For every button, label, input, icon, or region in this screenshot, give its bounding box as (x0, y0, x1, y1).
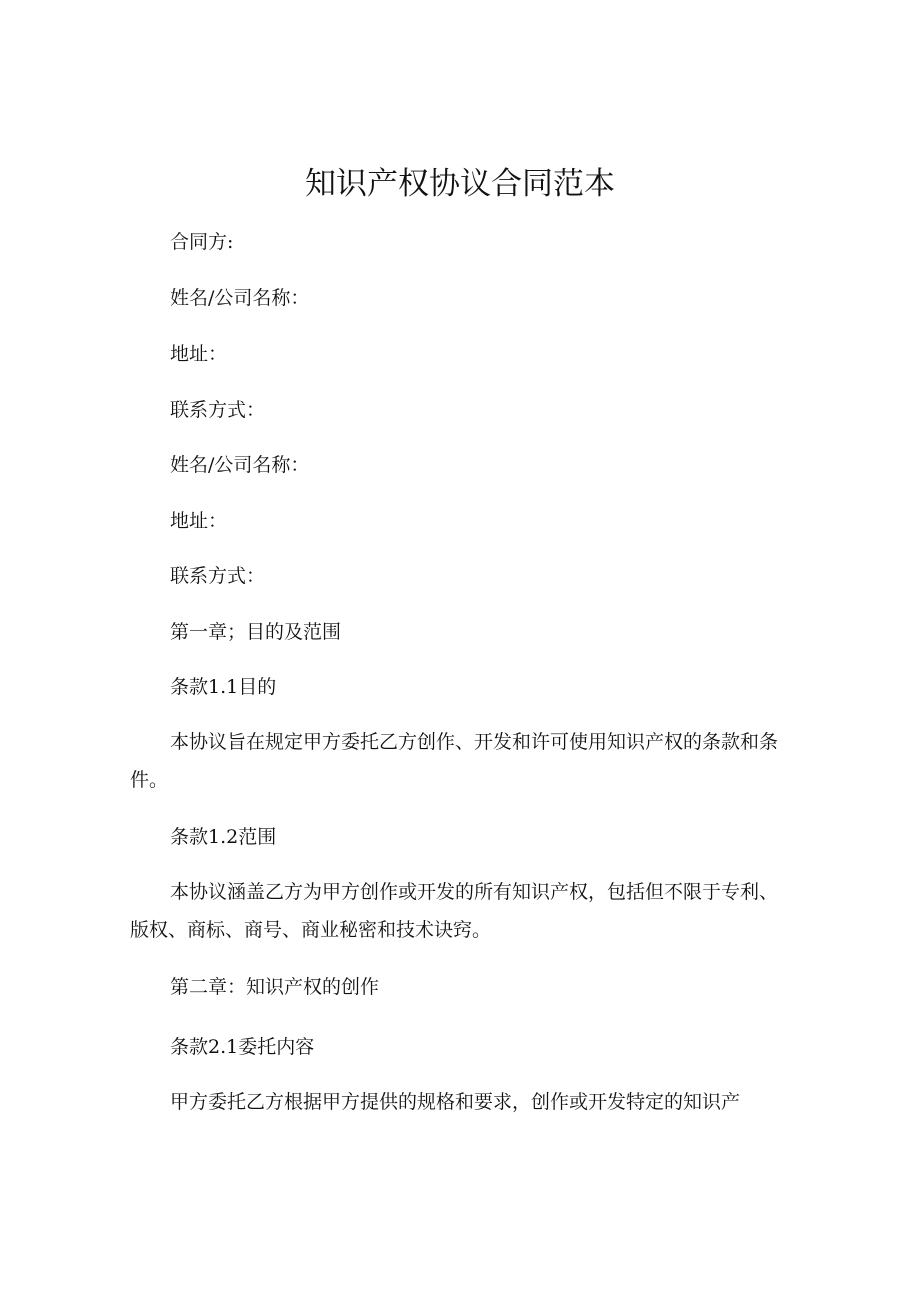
party-a-contact-field: 联系方式： (170, 399, 266, 421)
party-heading: 合同方: (170, 231, 234, 253)
chapter-1-heading: 第一章；目的及范围 (170, 621, 342, 643)
clause-2-1-heading: 条款2.1委托内容 (170, 1036, 315, 1058)
party-a-name-field: 姓名/公司名称： (170, 287, 310, 309)
clause-1-2-heading: 条款1.2范围 (170, 826, 277, 848)
party-a-address-field: 地址： (170, 343, 228, 365)
clause-1-1-paragraph: 本协议旨在规定甲方委托乙方创作、开发和许可使用知识产权的条款和条件。 (130, 731, 779, 791)
chapter-2-heading: 第二章：知识产权的创作 (170, 976, 380, 998)
clause-1-1-heading: 条款1.1目的 (170, 676, 277, 698)
party-b-address-field: 地址： (170, 510, 228, 532)
clause-1-2-paragraph: 本协议涵盖乙方为甲方创作或开发的所有知识产权，包括但不限于专利、版权、商标、商号、商业秘密和技术诀窍。 (130, 881, 779, 941)
party-b-name-field: 姓名/公司名称： (170, 454, 310, 476)
party-b-contact-field: 联系方式： (170, 565, 266, 587)
clause-2-1-paragraph: 甲方委托乙方根据甲方提供的规格和要求，创作或开发特定的知识产 (170, 1091, 741, 1113)
document-title: 知识产权协议合同范本 (305, 166, 615, 202)
